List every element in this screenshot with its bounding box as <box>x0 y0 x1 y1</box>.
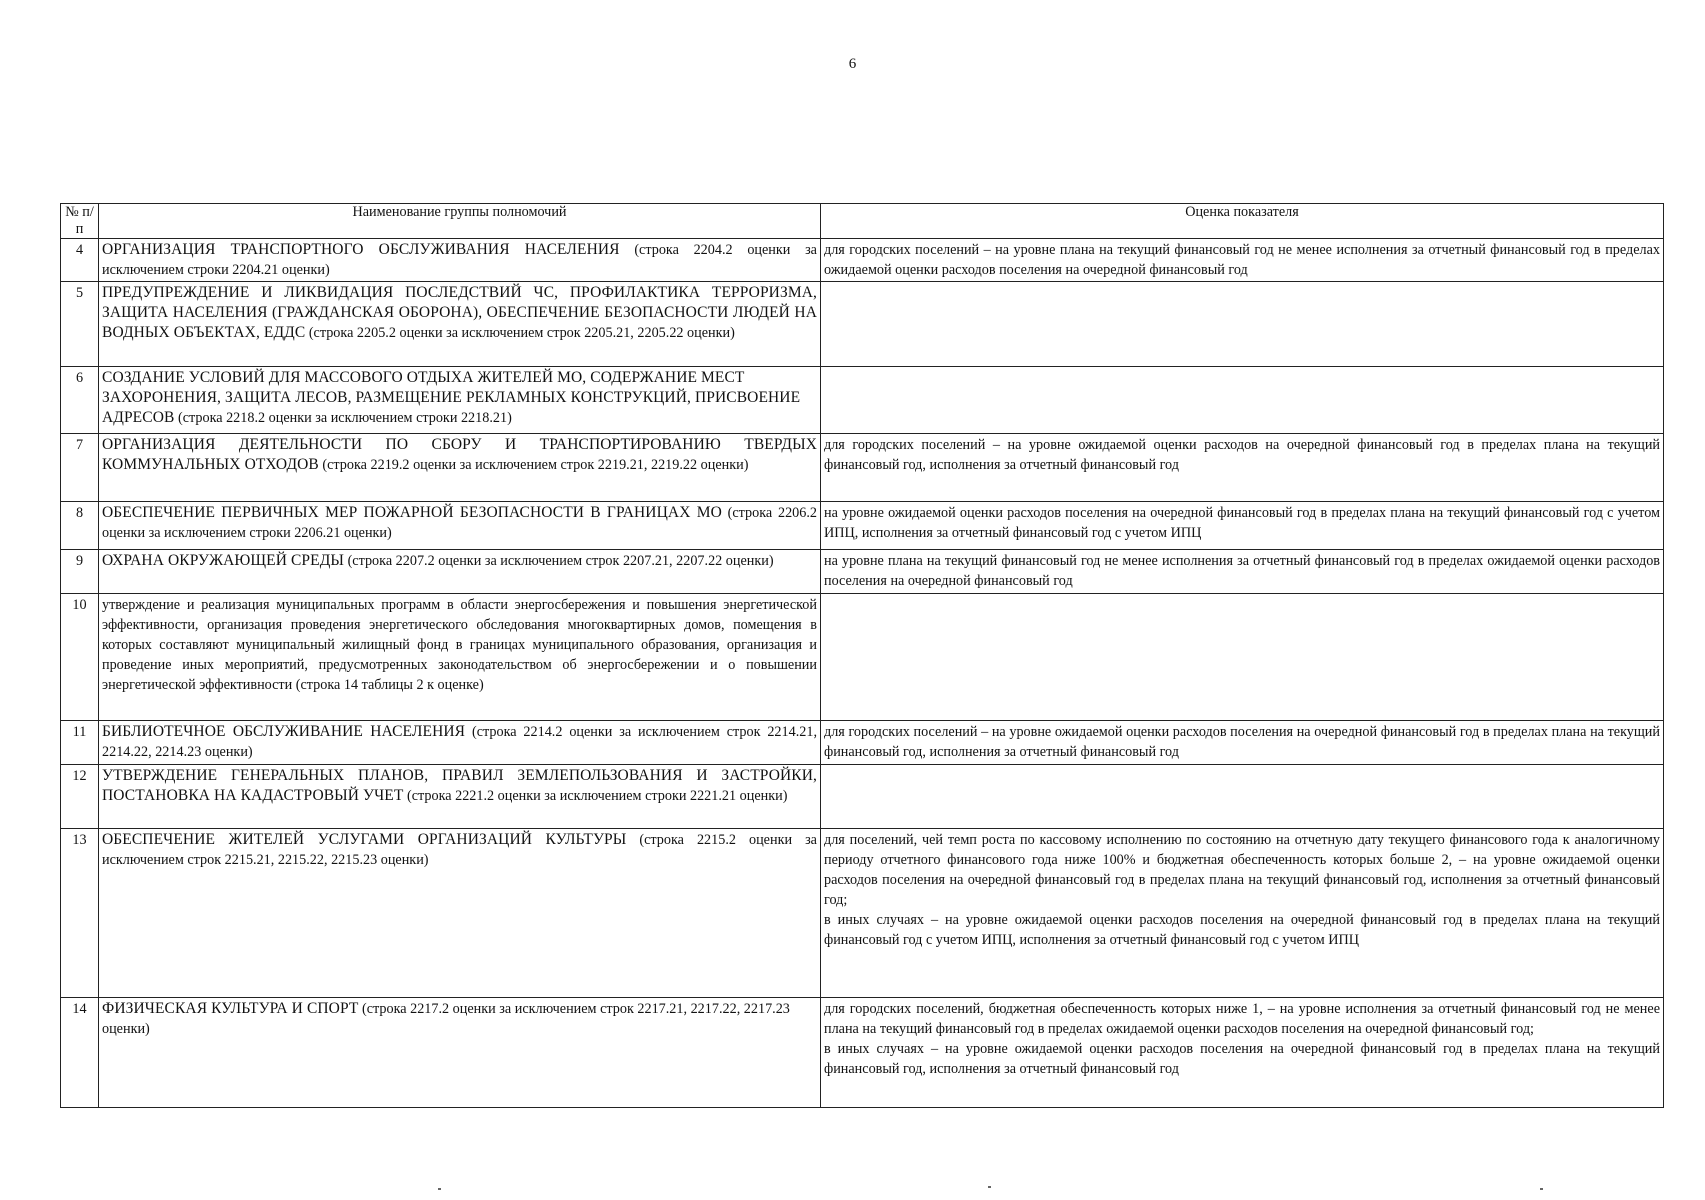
authority-name-detail: (строка 2206.2 оценки за исключением строки 2206.21 оценки) <box>102 505 818 541</box>
evaluation-paragraph: для городских поселений – на уровне плана на текущий финансовый год не менее исполнения за отчетный финансовый год в пределах ожидаемой оценки расходов поселения на очередной финансовый год <box>824 242 1660 278</box>
authority-name <box>99 367 821 434</box>
authority-name-detail: (строка 2204.2 оценки за исключением строки 2204.21 оценки) <box>102 242 817 278</box>
page-number: 6 <box>848 56 857 72</box>
table-row <box>61 239 1664 282</box>
evaluation-text <box>821 239 1664 282</box>
authority-name <box>99 502 821 550</box>
authority-name-caps: БИБЛИОТЕЧНОЕ ОБСЛУЖИВАНИЕ НАСЕЛЕНИЯ <box>102 723 466 740</box>
authority-name <box>99 594 821 721</box>
authority-name-detail: (строка 2214.2 оценки за исключением строк 2214.21, 2214.22, 2214.23 оценки) <box>102 724 817 760</box>
row-number: 5 <box>61 282 99 367</box>
evaluation-text <box>821 594 1664 721</box>
evaluation-text <box>821 502 1664 550</box>
table-row <box>61 502 1664 550</box>
authority-name-detail: (строка 2215.2 оценки за исключением строк 2215.21, 2215.22, 2215.23 оценки) <box>102 832 817 868</box>
authority-name-caps: ОХРАНА ОКРУЖАЮЩЕЙ СРЕДЫ <box>102 552 345 569</box>
table-row <box>61 765 1664 829</box>
header-num: № п/п <box>61 204 99 239</box>
authority-name-detail: (строка 2219.2 оценки за исключением строк 2219.21, 2219.22 оценки) <box>318 457 749 473</box>
row-number: 10 <box>61 594 99 721</box>
evaluation-paragraph: в иных случаях – на уровне ожидаемой оценки расходов поселения на очередной финансовый год в пределах плана на текущий финансовый год, исполнения за отчетный финансовый год <box>824 1041 1660 1077</box>
authority-name-detail: (строка 2205.2 оценки за исключением строк 2205.21, 2205.22 оценки) <box>305 325 735 341</box>
table-row <box>61 594 1664 721</box>
evaluation-text <box>821 721 1664 765</box>
authority-name <box>99 239 821 282</box>
authority-name <box>99 550 821 594</box>
authority-name <box>99 998 821 1108</box>
scan-speck <box>438 1188 441 1190</box>
row-number: 14 <box>61 998 99 1108</box>
authority-name-detail: (строка 2221.2 оценки за исключением строки 2221.21 оценки) <box>403 788 788 804</box>
evaluation-text <box>821 829 1664 998</box>
table-row <box>61 721 1664 765</box>
authority-name-detail: утверждение и реализация муниципальных программ в области энергосбережения и повышения энергетической эффективности, организация проведения энергетического обследования многоквартирных домов, помещения в которых составляют муниципальный жилищный фонд в границах муниципального образования, организация и проведение иных мероприятий, предусмотренных законодательством об энергосбережении и о повышении энергетической эффективности (строка 14 таблицы 2 к оценке) <box>102 597 817 693</box>
row-number: 12 <box>61 765 99 829</box>
table-row <box>61 434 1664 502</box>
evaluation-text <box>821 434 1664 502</box>
row-number: 11 <box>61 721 99 765</box>
evaluation-paragraph: на уровне плана на текущий финансовый год не менее исполнения за отчетный финансовый год в пределах ожидаемой оценки расходов поселения на очередной финансовый год <box>824 553 1660 589</box>
authority-name-detail: (строка 2217.2 оценки за исключением строк 2217.21, 2217.22, 2217.23 оценки) <box>102 1001 790 1037</box>
authority-name-caps: ОБЕСПЕЧЕНИЕ ПЕРВИЧНЫХ МЕР ПОЖАРНОЙ БЕЗОПАСНОСТИ В ГРАНИЦАХ МО <box>102 504 722 521</box>
evaluation-paragraph: для городских поселений, бюджетная обеспеченность которых ниже 1, – на уровне исполнения за отчетный финансовый год не менее плана на текущий финансовый год в пределах ожидаемой оценки расходов поселения на очередной финансовый год; <box>824 1001 1660 1037</box>
authority-name-caps: УТВЕРЖДЕНИЕ ГЕНЕРАЛЬНЫХ ПЛАНОВ, ПРАВИЛ ЗЕМЛЕПОЛЬЗОВАНИЯ И ЗАСТРОЙКИ, ПОСТАНОВКА НА КАДАСТРОВЫЙ УЧЕТ <box>102 767 817 804</box>
scan-speck <box>1540 1188 1543 1190</box>
header-eval: Оценка показателя <box>821 204 1664 239</box>
table-row <box>61 282 1664 367</box>
authority-evaluation-table <box>60 203 1664 1108</box>
header-name: Наименование группы полномочий <box>99 204 821 239</box>
evaluation-text <box>821 550 1664 594</box>
evaluation-paragraph: для поселений, чей темп роста по кассовому исполнению по состоянию на отчетную дату текущего финансового года к аналогичному периоду отчетного финансового года ниже 100% и бюджетная обеспеченность которых больше 2, – на уровне ожидаемой оценки расходов поселения на очередной финансовый год в пределах плана на текущий финансовый год, исполнения за отчетный финансовый год; <box>824 832 1660 908</box>
row-number: 13 <box>61 829 99 998</box>
evaluation-paragraph: в иных случаях – на уровне ожидаемой оценки расходов поселения на очередной финансовый год в пределах плана на текущий финансовый год с учетом ИПЦ, исполнения за отчетный финансовый год с учетом ИПЦ <box>824 912 1660 948</box>
authority-name <box>99 434 821 502</box>
evaluation-paragraph: для городских поселений – на уровне ожидаемой оценки расходов на очередной финансовый год в пределах плана на текущий финансовый год, исполнения за отчетный финансовый год <box>824 437 1660 473</box>
row-number: 9 <box>61 550 99 594</box>
evaluation-text <box>821 367 1664 434</box>
table-row <box>61 998 1664 1108</box>
scan-speck <box>988 1186 991 1188</box>
authority-name-caps: ОБЕСПЕЧЕНИЕ ЖИТЕЛЕЙ УСЛУГАМИ ОРГАНИЗАЦИЙ КУЛЬТУРЫ <box>102 831 627 848</box>
evaluation-paragraph: для городских поселений – на уровне ожидаемой оценки расходов поселения на очередной финансовый год в пределах плана на текущий финансовый год, исполнения за отчетный финансовый год <box>824 724 1660 760</box>
authority-name-detail: (строка 2218.2 оценки за исключением строки 2218.21) <box>174 410 512 426</box>
row-number: 8 <box>61 502 99 550</box>
evaluation-text <box>821 765 1664 829</box>
authority-name <box>99 829 821 998</box>
authority-name-detail: (строка 2207.2 оценки за исключением строк 2207.21, 2207.22 оценки) <box>344 553 774 569</box>
authority-name-caps: ПРЕДУПРЕЖДЕНИЕ И ЛИКВИДАЦИЯ ПОСЛЕДСТВИЙ ЧС, ПРОФИЛАКТИКА ТЕРРОРИЗМА, ЗАЩИТА НАСЕЛЕНИЯ (ГРАЖДАНСКАЯ ОБОРОНА), ОБЕСПЕЧЕНИЕ БЕЗОПАСНОСТИ ЛЮДЕЙ НА ВОДНЫХ ОБЪЕКТАХ, ЕДДС <box>102 284 817 341</box>
table-header-row <box>61 204 1664 239</box>
authority-name-caps: ОРГАНИЗАЦИЯ ТРАНСПОРТНОГО ОБСЛУЖИВАНИЯ НАСЕЛЕНИЯ <box>102 241 620 258</box>
authority-name-caps: ОРГАНИЗАЦИЯ ДЕЯТЕЛЬНОСТИ ПО СБОРУ И ТРАНСПОРТИРОВАНИЮ ТВЕРДЫХ КОММУНАЛЬНЫХ ОТХОДОВ <box>102 436 817 473</box>
row-number: 6 <box>61 367 99 434</box>
authority-name <box>99 765 821 829</box>
table-row <box>61 550 1664 594</box>
authority-name-caps: СОЗДАНИЕ УСЛОВИЙ ДЛЯ МАССОВОГО ОТДЫХА ЖИТЕЛЕЙ МО, СОДЕРЖАНИЕ МЕСТ ЗАХОРОНЕНИЯ, ЗАЩИТА ЛЕСОВ, РАЗМЕЩЕНИЕ РЕКЛАМНЫХ КОНСТРУКЦИЙ, ПРИСВОЕНИЕ АДРЕСОВ <box>102 369 801 426</box>
table-row <box>61 367 1664 434</box>
evaluation-text <box>821 282 1664 367</box>
row-number: 4 <box>61 239 99 282</box>
authority-name <box>99 721 821 765</box>
row-number: 7 <box>61 434 99 502</box>
authority-name-caps: ФИЗИЧЕСКАЯ КУЛЬТУРА И СПОРТ <box>102 1000 359 1017</box>
authority-name <box>99 282 821 367</box>
evaluation-text <box>821 998 1664 1108</box>
evaluation-paragraph: на уровне ожидаемой оценки расходов поселения на очередной финансовый год в пределах плана на текущий финансовый год с учетом ИПЦ, исполнения за отчетный финансовый год с учетом ИПЦ <box>824 505 1660 541</box>
table-row <box>61 829 1664 998</box>
